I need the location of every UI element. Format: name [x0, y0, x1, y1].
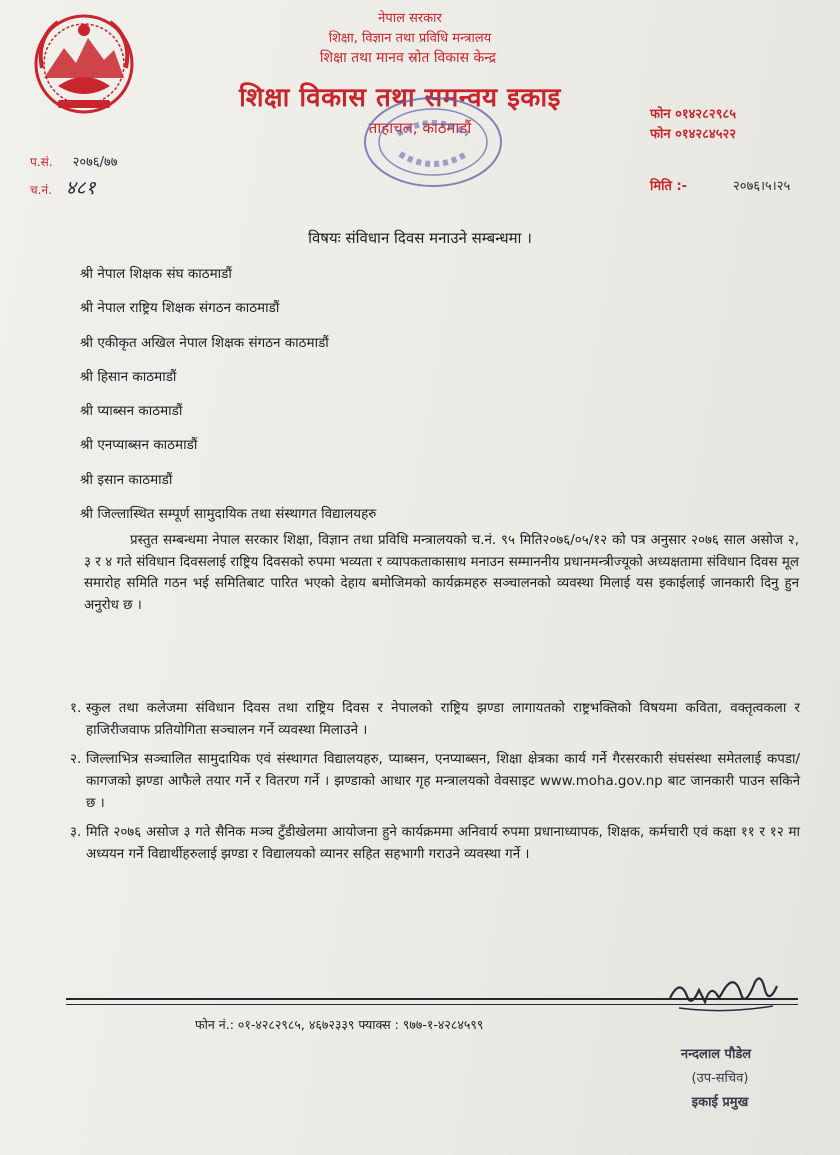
recipient-item: श्री इसान काठमाडौं: [80, 471, 173, 488]
item-text: मिति २०७६ असोज ३ गते सैनिक मञ्च टुँडीखेलमा आयोजना हुने कार्यक्रममा अनिवार्य रुपमा प्रधानाध्यापक, शिक्षक, कर्मचारी एवं कक्षा ११ र १२ मा अध्ययन गर्ने विद्यार्थीहरुलाई झण्डा र विद्यालयको व्यानर सहित सहभागी गराउने व्यवस्था गर्ने ।: [86, 825, 800, 862]
reference-cn: [30, 174, 96, 200]
footer-divider: [66, 998, 798, 1000]
office-location: ताहाचल, काठमाडौं: [368, 119, 472, 137]
phone-number-2: फोन ०१४२८४५२२: [650, 127, 736, 142]
item-number: १.: [70, 701, 82, 716]
letter-subject: विषयः संविधान दिवस मनाउने सम्बन्धमा ।: [308, 229, 532, 247]
reference-ps: [30, 152, 118, 170]
recipient-item: श्री प्याब्सन काठमाडौं: [80, 403, 183, 420]
date-value: २०७६।५।२५: [733, 179, 791, 194]
government-name: नेपाल सरकार: [378, 11, 442, 26]
item-text-wrapper: [86, 749, 800, 815]
recipient-item: श्री जिल्लास्थित सम्पूर्ण सामुदायिक तथा संस्थागत विद्यालयहरु: [80, 506, 377, 523]
recipient-item: श्री हिसान काठमाडौं: [80, 368, 177, 385]
body-paragraph: [84, 530, 799, 616]
centre-name: शिक्षा तथा मानव स्रोत विकास केन्द्र: [319, 50, 497, 66]
recipient-item: श्री नेपाल राष्ट्रिय शिक्षक संगठन काठमाडौं: [80, 300, 280, 317]
signatory-title: (उप-सचिव): [691, 1071, 749, 1086]
date-label: मिति :-: [650, 179, 688, 194]
item-number: ३.: [70, 825, 82, 840]
body-text: प्रस्तुत सम्बन्धमा नेपाल सरकार शिक्षा, विज्ञान तथा प्रविधि मन्त्रालयको च.नं. ९५ मिति२०७६/०५/१२ को पत्र अनुसार २०७६ साल असोज २, ३ र ४ गते संविधान दिवसलाई राष्ट्रिय दिवसको रुपमा भव्यता र व्यापकताकासाथ मनाउन सम्माननीय प्रधानमन्त्रीज्यूको अध्यक्षतामा संविधान दिवस मूल समारोह समिति गठन भई समितिबाट पारित भएको देहाय बमोजिमको कार्यक्रमहरु सञ्चालनको व्यवस्था मिलाई यस इकाईलाई जानकारी दिनु हुन अनुरोध छ ।: [84, 533, 799, 613]
action-item-list: [70, 698, 800, 873]
cn-value: ४८१: [65, 177, 96, 199]
office-stamp-icon: [358, 92, 508, 192]
item-text-after: बाट जानकारी पाउन सकिने छ ।: [86, 774, 801, 811]
ps-value: २०७६/७७: [72, 155, 118, 170]
action-item: [70, 749, 800, 815]
item-number: २.: [70, 752, 82, 767]
recipient-item: श्री एकीकृत अखिल नेपाल शिक्षक संगठन काठमाडौं: [80, 334, 329, 351]
cn-label: च.नं.: [30, 183, 52, 197]
action-item: [70, 698, 800, 742]
moha-website-link[interactable]: www.moha.gov.np: [539, 774, 663, 789]
unit-name: शिक्षा विकास तथा समन्वय इकाइ: [239, 83, 561, 113]
signature-icon: [665, 968, 785, 1018]
action-item: [70, 822, 800, 866]
signatory-name: नन्दलाल पौडेल: [680, 1047, 752, 1062]
phone-number-1: फोन ०१४२८२९८५: [650, 107, 736, 122]
item-text: जिल्लाभित्र सञ्चालित सामुदायिक एवं संस्थागत विद्यालयहरु, प्याब्सन, एनप्याब्सन, शिक्षा क्षेत्रका कार्य गर्ने गैरसरकारी संघसंस्था समेतलाई कपडा/कागजको झण्डा आफैले तयार गर्ने र वितरण गर्ने । झण्डाको आधार गृह मन्त्रालयको वेवसाइट: [86, 752, 800, 789]
item-text: स्कुल तथा कलेजमा संविधान दिवस तथा राष्ट्रिय दिवस र नेपालको राष्ट्रिय झण्डा लागायतको राष्ट्रभक्तिको विषयमा कविता, वक्तृत्वकला र हाजिरीजवाफ प्रतियोगिता सञ्चालन गर्ने व्यवस्था मिलाउने ।: [86, 701, 800, 738]
signatory-role: इकाई प्रमुख: [691, 1095, 749, 1110]
ps-label: प.सं.: [30, 155, 53, 169]
recipient-list: [80, 264, 376, 538]
footer-contact: फोन नं.: ०१-४२८२९८५, ४६७२३३९ फ्याक्स : ९७७-१-४२८४५९९: [195, 1017, 484, 1032]
ministry-name: शिक्षा, विज्ञान तथा प्रविधि मन्त्रालय: [328, 31, 492, 46]
letter-date: [650, 176, 790, 194]
recipient-item: श्री नेपाल शिक्षक संघ काठमाडौं: [80, 266, 232, 282]
recipient-item: श्री एनप्याब्सन काठमाडौं: [80, 437, 198, 454]
footer-divider-thin: [66, 1004, 798, 1005]
